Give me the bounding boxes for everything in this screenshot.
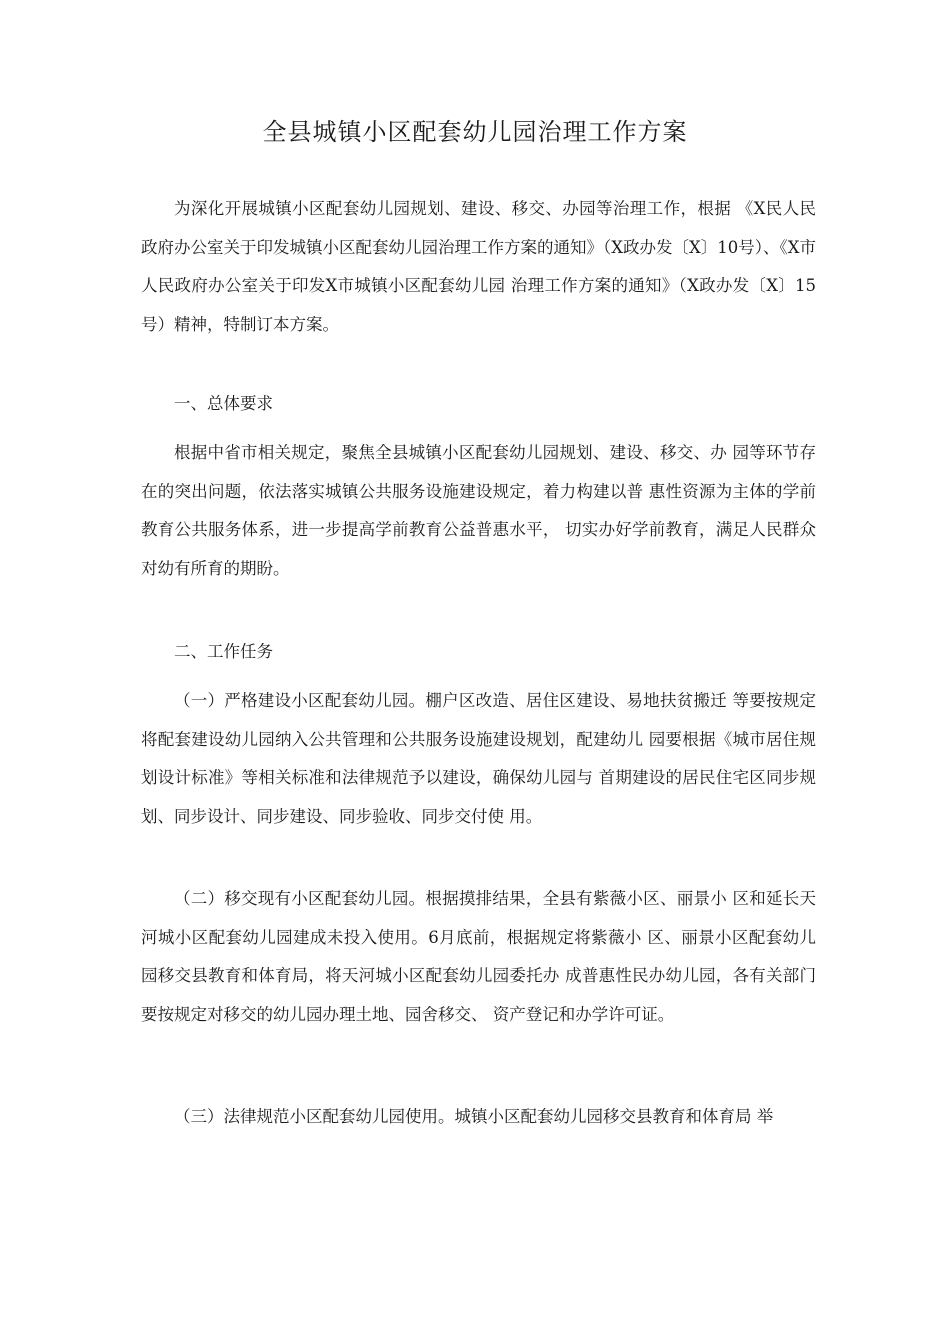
section-heading-work-tasks: 二、工作任务 <box>174 642 273 661</box>
section-heading-general-requirements: 一、总体要求 <box>174 394 273 413</box>
intro-paragraph: 为深化开展城镇小区配套幼儿园规划、建设、移交、办园等治理工作，根据 《X民人民政府办公室关于印发城镇小区配套幼儿园治理工作方案的通知》（X政办发〔X〕10号）、《X市人民政府办公室关于印发X市城镇小区配套幼儿园 治理工作方案的通知》（X政办发〔X〕15号）精神，特制订本方案。 <box>141 199 816 334</box>
task-paragraph-3: （三）法律规范小区配套幼儿园使用。城镇小区配套幼儿园移交县教育和体育局 举 <box>174 1107 774 1126</box>
task-paragraph-2: （二）移交现有小区配套幼儿园。根据摸排结果，全县有紫薇小区、丽景小 区和延长天河城小区配套幼儿园建成未投入使用。6月底前，根据规定将紫薇小 区、丽景小区配套幼儿园移交县教育和体育局，将天河城小区配套幼儿园委托办 成普惠性民办幼儿园，各有关部门要按规定对移交的幼儿园办理土地、园舍移交、 资产登记和办学许可证。 <box>141 889 816 1024</box>
task-paragraph-1: （一）严格建设小区配套幼儿园。棚户区改造、居住区建设、易地扶贫搬迁 等要按规定将配套建设幼儿园纳入公共管理和公共服务设施建设规划，配建幼儿 园要根据《城市居住规划设计标准》等相关标准和法律规范予以建设，确保幼儿园与 首期建设的居民住宅区同步规划、同步设计、同步建设、同步验收、同步交付使 用。 <box>141 691 816 826</box>
document-title: 全县城镇小区配套幼儿园治理工作方案 <box>262 118 688 146</box>
general-requirements-paragraph: 根据中省市相关规定，聚焦全县城镇小区配套幼儿园规划、建设、移交、办 园等环节存在的突出问题，依法落实城镇公共服务设施建设规定，着力构建以普 惠性资源为主体的学前教育公共服务体系，进一步提高学前教育公益普惠水平， 切实办好学前教育，满足人民群众对幼有所育的期盼。 <box>141 443 816 578</box>
